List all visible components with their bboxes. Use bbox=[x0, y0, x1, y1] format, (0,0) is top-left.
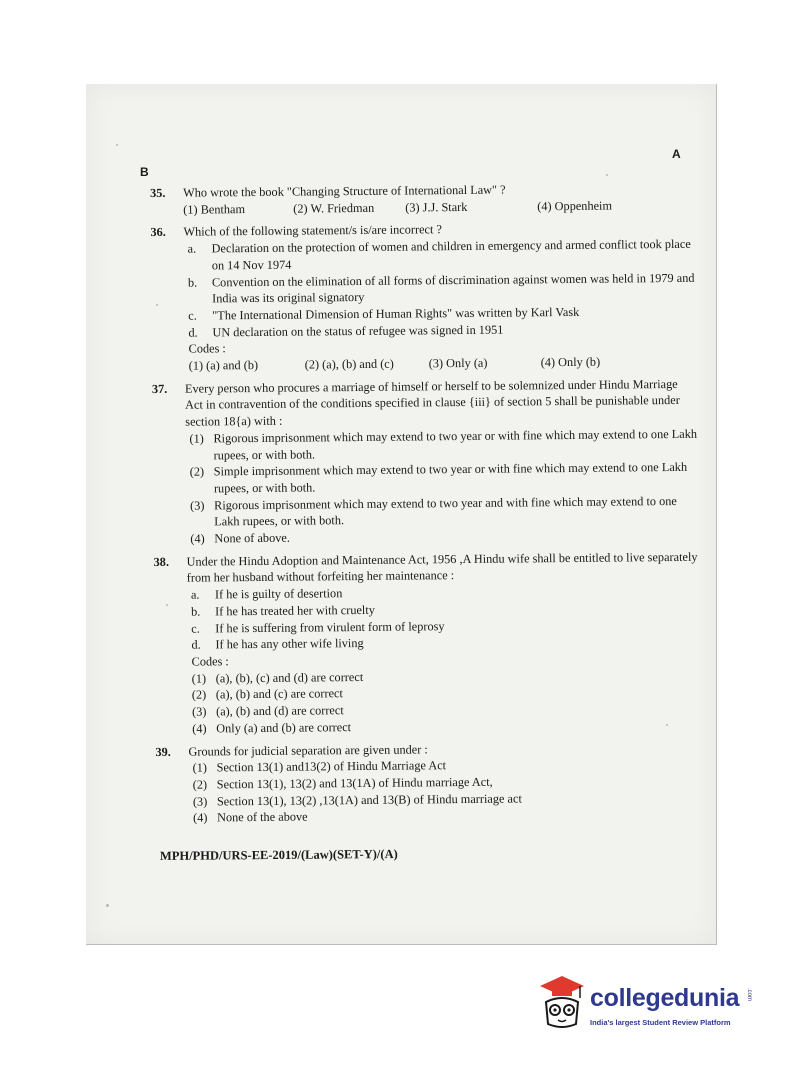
statement-label: d. bbox=[188, 325, 198, 340]
option-text: None of above. bbox=[214, 530, 290, 546]
question-38 bbox=[154, 549, 701, 738]
statement-text: UN declaration on the status of refugee was signed in 1951 bbox=[212, 322, 504, 340]
codes-label: Codes : bbox=[191, 654, 229, 669]
option-text: Simple imprisonment which may extend to two year or with fine which may extend to one Lakh rupees, or with both. bbox=[213, 460, 688, 496]
option-label: (4) bbox=[190, 531, 205, 546]
statement-item bbox=[188, 269, 696, 307]
question-39 bbox=[155, 738, 701, 827]
scan-speck bbox=[116, 144, 118, 146]
option-label: (2) bbox=[192, 777, 208, 792]
question-37 bbox=[152, 375, 699, 547]
paper-code: MPH/PHD/URS-EE-2019/(Law)(SET-Y)/(A) bbox=[159, 846, 398, 864]
statement-text: Convention on the elimination of all forms of discrimination against women was held in 1979 and India was its original signatory bbox=[211, 270, 695, 306]
answer-option bbox=[189, 426, 697, 464]
question-text: Grounds for judicial separation are given under : bbox=[188, 741, 428, 759]
collegedunia-logo bbox=[532, 972, 752, 1032]
answer-options bbox=[189, 353, 697, 375]
question-number: 35. bbox=[150, 185, 166, 200]
logo-domain: .com bbox=[746, 988, 752, 1002]
mascot-icon bbox=[532, 972, 588, 1028]
option: (2) (a), (b) and (c) bbox=[304, 356, 394, 372]
option-text: (a), (b), (c) and (d) are correct bbox=[215, 669, 364, 686]
option-label: (1) bbox=[189, 431, 204, 446]
option-text: Rigorous imprisonment which may extend to two year and with fine which may extend to one Lakh rupees, or with both. bbox=[214, 493, 677, 529]
statement-label: a. bbox=[190, 587, 200, 602]
option-label: (1) bbox=[192, 760, 208, 775]
statement-text: If he is guilty of desertion bbox=[214, 586, 343, 602]
statement-label: a. bbox=[187, 241, 197, 256]
option-text: (a), (b) and (c) are correct bbox=[215, 686, 343, 702]
option: (3) J.J. Stark bbox=[405, 199, 468, 215]
answer-options bbox=[183, 196, 695, 218]
option-label: (2) bbox=[191, 687, 207, 703]
option-label: (3) bbox=[192, 794, 208, 809]
option-label: (1) bbox=[191, 671, 207, 686]
option-label: (4) bbox=[193, 810, 208, 825]
question-text: Which of the following statement/s is/are incorrect ? bbox=[183, 222, 443, 240]
option: (1) (a) and (b) bbox=[188, 358, 259, 373]
set-marker-left: B bbox=[140, 165, 149, 179]
scan-speck bbox=[606, 174, 608, 176]
option-label: (2) bbox=[189, 464, 205, 479]
option: (4) Only (b) bbox=[540, 354, 601, 370]
statement-label: d. bbox=[191, 637, 201, 652]
answer-option bbox=[190, 492, 698, 530]
answer-option bbox=[193, 805, 701, 827]
answer-option bbox=[190, 459, 698, 497]
question-36 bbox=[150, 219, 696, 375]
option: (2) W. Friedman bbox=[293, 200, 375, 216]
statement-label: b. bbox=[187, 275, 198, 290]
question-number: 37. bbox=[151, 381, 168, 396]
statement-label: b. bbox=[191, 604, 201, 619]
option-text: Rigorous imprisonment which may extend to two year or with fine which may extend to one Lakh rupees, or with both. bbox=[213, 426, 698, 462]
option-text: Section 13(1), 13(2) ,13(1A) and 13(B) of Hindu marriage act bbox=[216, 791, 522, 808]
statement-label: c. bbox=[191, 621, 200, 636]
logo-wordmark: collegedunia bbox=[590, 984, 740, 1012]
question-number: 36. bbox=[150, 225, 166, 240]
codes-label: Codes : bbox=[188, 341, 226, 356]
set-marker-right: A bbox=[672, 147, 681, 161]
option-text: (a), (b) and (d) are correct bbox=[215, 703, 344, 719]
option-text: Section 13(1) and13(2) of Hindu Marriage Act bbox=[216, 758, 447, 775]
statement-text: If he is suffering from virulent form of leprosy bbox=[215, 618, 445, 635]
statement-text: "The International Dimension of Human Rights" was written by Karl Vask bbox=[212, 304, 580, 323]
option-text: Only (a) and (b) are correct bbox=[216, 719, 352, 736]
logo-tagline: India's largest Student Review Platform bbox=[590, 1018, 731, 1027]
question-list bbox=[150, 180, 701, 833]
question-35 bbox=[150, 180, 695, 219]
question-number: 38. bbox=[153, 554, 170, 569]
question-text: Who wrote the book "Changing Structure of International Law" ? bbox=[183, 182, 506, 200]
option-label: (3) bbox=[190, 498, 205, 513]
question-number: 39. bbox=[155, 744, 171, 759]
question-text: Under the Hindu Adoption and Maintenance Act, 1956 ,A Hindu wife shall be entitled to live separately from her husband without forfeiting her maintenance : bbox=[186, 549, 698, 586]
option: (4) Oppenheim bbox=[537, 198, 613, 213]
option-text: Section 13(1), 13(2) and 13(1A) of Hindu marriage Act, bbox=[216, 774, 493, 792]
statement-text: If he has any other wife living bbox=[215, 636, 364, 652]
answer-option bbox=[192, 716, 700, 738]
option-label: (4) bbox=[192, 721, 207, 736]
option-text: None of the above bbox=[217, 809, 308, 825]
statement-text: Declaration on the protection of women and children in emergency and armed conflict took place on 14 Nov 1974 bbox=[211, 236, 691, 273]
option-label: (3) bbox=[191, 704, 207, 719]
statement-label: c. bbox=[188, 308, 197, 323]
question-text: Every person who procures a marriage of himself or herself to be solemnized under Hindu Marriage Act in contravention of the conditions specified in clause {iii} of section 5 shall be punishable under section 18{a) with : bbox=[184, 376, 680, 429]
answer-option bbox=[190, 526, 698, 548]
scan-speck bbox=[106, 904, 109, 907]
statement-item bbox=[188, 236, 696, 274]
option: (1) Bentham bbox=[183, 201, 246, 217]
option: (3) Only (a) bbox=[428, 355, 488, 371]
statement-text: If he has treated her with cruelty bbox=[215, 602, 375, 619]
